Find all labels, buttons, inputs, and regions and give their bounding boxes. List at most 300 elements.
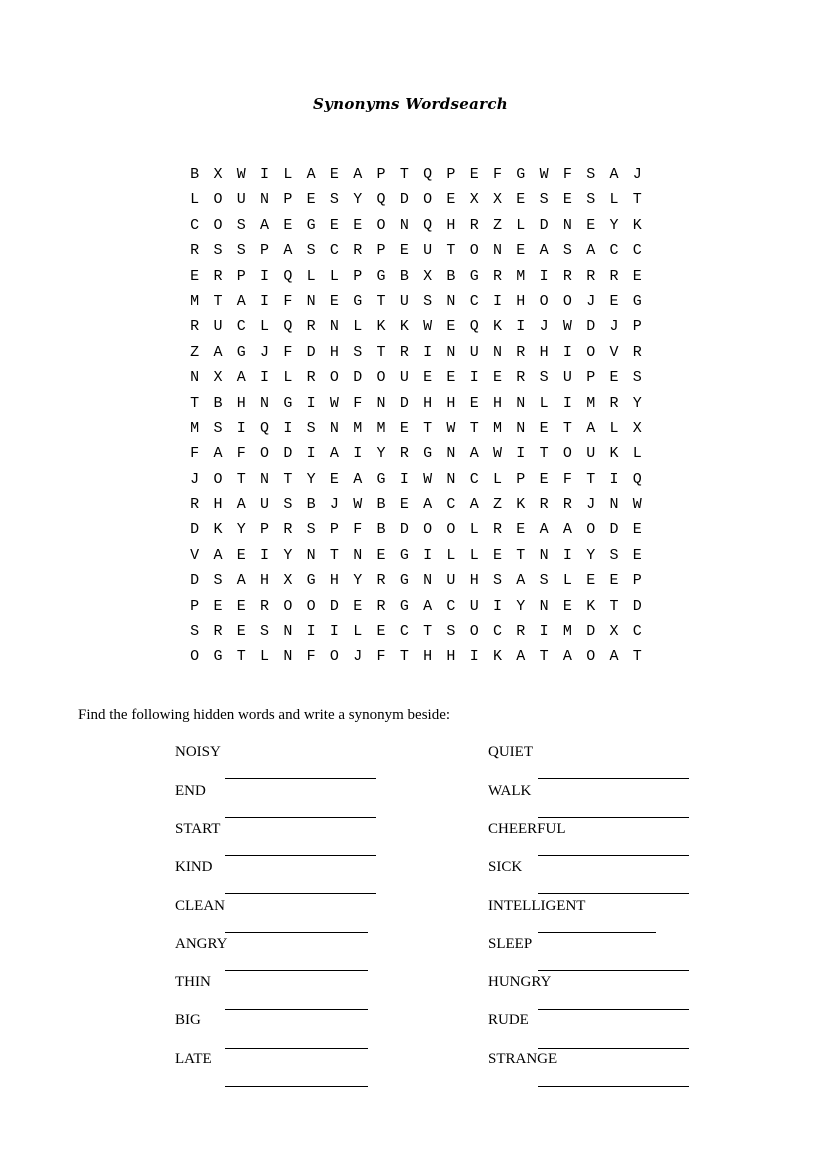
grid-letter: K	[493, 648, 503, 666]
grid-letter: Q	[423, 216, 433, 234]
grid-letter: N	[516, 394, 526, 412]
grid-letter: N	[562, 216, 572, 234]
grid-letter: R	[213, 267, 223, 285]
grid-letter: G	[399, 597, 409, 615]
grid-letter: X	[609, 623, 619, 641]
grid-letter: I	[236, 419, 246, 437]
grid-letter: R	[469, 216, 479, 234]
grid-letter: G	[213, 648, 223, 666]
grid-letter: K	[632, 216, 642, 234]
grid-letter: O	[283, 597, 293, 615]
grid-letter: P	[586, 369, 596, 387]
grid-letter: L	[632, 445, 642, 463]
grid-letter: E	[586, 216, 596, 234]
grid-letter: T	[469, 419, 479, 437]
grid-letter: I	[283, 419, 293, 437]
grid-letter: R	[586, 267, 596, 285]
grid-letter: Q	[632, 470, 642, 488]
grid-letter: P	[376, 242, 386, 260]
grid-letter: S	[446, 623, 456, 641]
grid-letter: I	[306, 445, 316, 463]
answer-line[interactable]	[225, 817, 376, 818]
answer-line[interactable]	[225, 855, 376, 856]
grid-letter: S	[213, 242, 223, 260]
grid-letter: K	[516, 496, 526, 514]
grid-letter: H	[423, 394, 433, 412]
grid-letter: E	[493, 546, 503, 564]
grid-letter: I	[260, 546, 270, 564]
grid-letter: B	[190, 166, 200, 183]
grid-letter: Y	[306, 470, 316, 488]
grid-letter: F	[562, 166, 572, 183]
grid-letter: N	[260, 470, 270, 488]
answer-line[interactable]	[225, 1048, 368, 1049]
grid-letter: Y	[236, 521, 246, 539]
grid-letter: K	[586, 597, 596, 615]
grid-letter: H	[493, 394, 503, 412]
word-strange: STRANGE	[488, 1051, 558, 1067]
grid-letter: L	[190, 191, 200, 209]
grid-letter: O	[329, 369, 339, 387]
grid-letter: L	[353, 318, 363, 336]
grid-letter: R	[260, 597, 270, 615]
grid-letter: O	[213, 216, 223, 234]
grid-letter: X	[632, 419, 642, 437]
grid-letter: E	[609, 292, 619, 310]
grid-letter: S	[353, 343, 363, 361]
grid-letter: G	[632, 292, 642, 310]
grid-letter: I	[493, 597, 503, 615]
word-noisy: NOISY	[175, 744, 221, 760]
grid-letter: R	[399, 343, 409, 361]
grid-letter: E	[516, 191, 526, 209]
grid-letter: J	[632, 166, 642, 183]
grid-letter: A	[236, 369, 246, 387]
grid-letter: G	[399, 546, 409, 564]
grid-letter: H	[213, 496, 223, 514]
answer-line[interactable]	[538, 1048, 689, 1049]
answer-line[interactable]	[225, 1009, 368, 1010]
grid-letter: B	[376, 521, 386, 539]
grid-letter: N	[260, 394, 270, 412]
grid-letter: T	[190, 394, 200, 412]
grid-letter: F	[236, 445, 246, 463]
grid-letter: C	[632, 242, 642, 260]
grid-letter: E	[586, 572, 596, 590]
grid-letter: D	[632, 597, 642, 615]
grid-letter: U	[399, 292, 409, 310]
grid-letter: T	[423, 623, 433, 641]
grid-letter: I	[260, 166, 270, 183]
grid-letter: L	[260, 318, 270, 336]
grid-letter: L	[306, 267, 316, 285]
grid-letter: H	[469, 572, 479, 590]
grid-letter: E	[329, 216, 339, 234]
grid-letter: I	[469, 648, 479, 666]
grid-letter: N	[446, 343, 456, 361]
grid-letter: A	[283, 242, 293, 260]
grid-letter: A	[516, 572, 526, 590]
grid-letter: E	[539, 419, 549, 437]
grid-letter: O	[586, 648, 596, 666]
grid-letter: G	[353, 292, 363, 310]
grid-letter: E	[236, 623, 246, 641]
grid-letter: N	[609, 496, 619, 514]
answer-line[interactable]	[225, 1086, 368, 1087]
grid-letter: A	[260, 216, 270, 234]
grid-letter: I	[516, 445, 526, 463]
grid-letter: N	[283, 648, 293, 666]
grid-letter: X	[213, 369, 223, 387]
grid-letter: E	[493, 369, 503, 387]
grid-letter: A	[236, 292, 246, 310]
grid-letter: R	[516, 623, 526, 641]
grid-letter: R	[190, 242, 200, 260]
grid-letter: R	[493, 521, 503, 539]
grid-letter: M	[493, 419, 503, 437]
word-start: START	[175, 821, 221, 837]
grid-letter: P	[260, 242, 270, 260]
grid-letter: B	[446, 267, 456, 285]
grid-letter: P	[236, 267, 246, 285]
grid-letter: A	[609, 166, 619, 183]
grid-letter: D	[306, 343, 316, 361]
grid-letter: T	[236, 648, 246, 666]
grid-letter: T	[586, 470, 596, 488]
grid-letter: S	[562, 242, 572, 260]
grid-letter: G	[306, 572, 316, 590]
word-rude: RUDE	[488, 1012, 529, 1028]
grid-letter: J	[586, 496, 596, 514]
grid-letter: S	[586, 191, 596, 209]
grid-letter: I	[562, 546, 572, 564]
grid-letter: S	[306, 521, 316, 539]
grid-letter: E	[376, 546, 386, 564]
grid-letter: F	[376, 648, 386, 666]
grid-letter: I	[562, 343, 572, 361]
grid-letter: D	[539, 216, 549, 234]
grid-letter: I	[539, 267, 549, 285]
grid-letter: E	[446, 369, 456, 387]
grid-letter: S	[236, 242, 246, 260]
grid-letter: P	[283, 191, 293, 209]
grid-letter: E	[632, 267, 642, 285]
grid-letter: G	[306, 216, 316, 234]
grid-letter: I	[306, 623, 316, 641]
grid-letter: I	[329, 623, 339, 641]
grid-letter: S	[213, 419, 223, 437]
grid-letter: R	[306, 369, 316, 387]
grid-letter: A	[353, 166, 363, 183]
grid-letter: A	[423, 496, 433, 514]
grid-letter: R	[213, 623, 223, 641]
grid-letter: P	[376, 166, 386, 183]
grid-letter: Y	[283, 546, 293, 564]
grid-letter: A	[423, 597, 433, 615]
grid-letter: J	[353, 648, 363, 666]
grid-letter: R	[376, 572, 386, 590]
grid-letter: J	[539, 318, 549, 336]
grid-letter: L	[562, 572, 572, 590]
grid-letter: A	[609, 648, 619, 666]
grid-letter: R	[516, 369, 526, 387]
grid-letter: A	[539, 242, 549, 260]
grid-letter: C	[190, 216, 200, 234]
grid-letter: H	[446, 648, 456, 666]
grid-letter: E	[329, 166, 339, 183]
grid-letter: N	[353, 546, 363, 564]
grid-letter: S	[609, 546, 619, 564]
grid-letter: Y	[516, 597, 526, 615]
grid-letter: Q	[469, 318, 479, 336]
grid-letter: I	[516, 318, 526, 336]
answer-line[interactable]	[225, 970, 368, 971]
grid-letter: S	[539, 572, 549, 590]
grid-letter: P	[632, 572, 642, 590]
grid-letter: P	[516, 470, 526, 488]
grid-letter: N	[376, 394, 386, 412]
word-sleep: SLEEP	[488, 936, 533, 952]
grid-letter: A	[469, 496, 479, 514]
grid-letter: H	[329, 572, 339, 590]
grid-letter: N	[446, 292, 456, 310]
word-cheerful: CHEERFUL	[488, 821, 566, 837]
grid-letter: H	[446, 394, 456, 412]
grid-letter: L	[353, 623, 363, 641]
grid-letter: S	[632, 369, 642, 387]
grid-letter: S	[493, 572, 503, 590]
grid-letter: P	[446, 166, 456, 183]
grid-letter: B	[399, 267, 409, 285]
grid-letter: W	[423, 470, 433, 488]
grid-letter: Q	[283, 318, 293, 336]
grid-letter: R	[190, 496, 200, 514]
wordsearch-grid	[183, 162, 649, 670]
grid-letter: E	[399, 419, 409, 437]
answer-line[interactable]	[538, 1009, 689, 1010]
grid-letter: S	[213, 572, 223, 590]
grid-letter: R	[306, 318, 316, 336]
answer-line[interactable]	[538, 778, 689, 779]
grid-letter: U	[423, 242, 433, 260]
grid-letter: G	[469, 267, 479, 285]
answer-line[interactable]	[538, 893, 689, 894]
grid-letter: A	[562, 648, 572, 666]
grid-letter: L	[609, 419, 619, 437]
grid-letter: J	[609, 318, 619, 336]
grid-letter: N	[190, 369, 200, 387]
instructions: Find the following hidden words and write a synonym beside:	[78, 707, 451, 723]
grid-letter: K	[376, 318, 386, 336]
grid-letter: T	[329, 546, 339, 564]
grid-letter: D	[609, 521, 619, 539]
grid-letter: D	[399, 394, 409, 412]
page-title: Synonyms Wordsearch	[313, 95, 508, 113]
answer-line[interactable]	[538, 1086, 689, 1087]
grid-letter: C	[446, 597, 456, 615]
word-quiet: QUIET	[488, 744, 533, 760]
grid-letter: M	[586, 394, 596, 412]
grid-letter: I	[306, 394, 316, 412]
grid-letter: O	[190, 648, 200, 666]
grid-letter: K	[609, 445, 619, 463]
grid-letter: E	[516, 242, 526, 260]
answer-line[interactable]	[225, 932, 368, 933]
grid-letter: G	[283, 394, 293, 412]
grid-letter: A	[539, 521, 549, 539]
grid-letter: O	[446, 521, 456, 539]
answer-line[interactable]	[225, 778, 376, 779]
grid-letter: G	[376, 470, 386, 488]
grid-letter: D	[586, 623, 596, 641]
grid-letter: W	[562, 318, 572, 336]
grid-letter: E	[213, 597, 223, 615]
grid-letter: Y	[353, 572, 363, 590]
grid-letter: E	[306, 191, 316, 209]
grid-letter: L	[446, 546, 456, 564]
grid-letter: E	[329, 470, 339, 488]
grid-letter: G	[376, 267, 386, 285]
grid-letter: D	[353, 369, 363, 387]
grid-letter: L	[329, 267, 339, 285]
grid-letter: E	[562, 191, 572, 209]
grid-letter: O	[423, 521, 433, 539]
grid-letter: E	[353, 597, 363, 615]
grid-letter: W	[353, 496, 363, 514]
word-clean: CLEAN	[175, 898, 225, 914]
grid-letter: I	[260, 369, 270, 387]
grid-letter: E	[329, 292, 339, 310]
answer-line[interactable]	[538, 932, 656, 933]
grid-letter: N	[329, 318, 339, 336]
grid-letter: D	[329, 597, 339, 615]
grid-letter: B	[376, 496, 386, 514]
grid-letter: U	[586, 445, 596, 463]
grid-letter: F	[353, 394, 363, 412]
grid-letter: R	[562, 267, 572, 285]
grid-letter: I	[539, 623, 549, 641]
answer-line[interactable]	[538, 970, 689, 971]
word-kind: KIND	[175, 859, 213, 875]
grid-letter: E	[236, 597, 246, 615]
grid-letter: D	[399, 521, 409, 539]
grid-letter: A	[213, 343, 223, 361]
grid-letter: K	[213, 521, 223, 539]
grid-letter: I	[469, 369, 479, 387]
grid-letter: A	[353, 470, 363, 488]
grid-letter: W	[632, 496, 642, 514]
word-sick: SICK	[488, 859, 523, 875]
grid-letter: I	[260, 292, 270, 310]
grid-letter: G	[399, 572, 409, 590]
grid-letter: X	[493, 191, 503, 209]
grid-letter: T	[632, 191, 642, 209]
grid-letter: K	[493, 318, 503, 336]
grid-letter: T	[539, 648, 549, 666]
grid-letter: E	[283, 216, 293, 234]
grid-letter: E	[446, 191, 456, 209]
answer-line[interactable]	[538, 817, 689, 818]
grid-letter: S	[423, 292, 433, 310]
grid-letter: P	[353, 267, 363, 285]
grid-letter: X	[469, 191, 479, 209]
grid-letter: O	[469, 242, 479, 260]
grid-letter: E	[423, 369, 433, 387]
grid-letter: O	[213, 191, 223, 209]
grid-letter: E	[190, 267, 200, 285]
grid-letter: Q	[423, 166, 433, 183]
grid-letter: R	[562, 496, 572, 514]
grid-letter: N	[539, 597, 549, 615]
grid-letter: C	[399, 623, 409, 641]
grid-letter: O	[423, 191, 433, 209]
grid-letter: O	[213, 470, 223, 488]
grid-letter: A	[329, 445, 339, 463]
grid-letter: W	[539, 166, 549, 183]
grid-letter: L	[260, 648, 270, 666]
word-big: BIG	[175, 1012, 201, 1028]
grid-letter: J	[586, 292, 596, 310]
grid-letter: A	[516, 648, 526, 666]
grid-letter: M	[353, 419, 363, 437]
word-intelligent: INTELLIGENT	[488, 898, 586, 914]
grid-letter: T	[516, 546, 526, 564]
grid-letter: S	[283, 496, 293, 514]
grid-letter: E	[609, 572, 619, 590]
grid-letter: R	[353, 242, 363, 260]
grid-letter: G	[423, 445, 433, 463]
grid-letter: W	[423, 318, 433, 336]
grid-letter: U	[446, 572, 456, 590]
grid-letter: L	[609, 191, 619, 209]
grid-letter: T	[376, 343, 386, 361]
word-hungry: HUNGRY	[488, 974, 552, 990]
grid-letter: S	[539, 369, 549, 387]
grid-letter: T	[213, 292, 223, 310]
grid-letter: L	[283, 166, 293, 183]
grid-letter: X	[423, 267, 433, 285]
grid-letter: A	[586, 419, 596, 437]
grid-letter: J	[329, 496, 339, 514]
grid-letter: A	[213, 445, 223, 463]
grid-letter: F	[562, 470, 572, 488]
answer-line[interactable]	[225, 893, 376, 894]
grid-letter: O	[562, 292, 572, 310]
grid-letter: A	[306, 166, 316, 183]
grid-letter: I	[353, 445, 363, 463]
grid-letter: I	[260, 267, 270, 285]
grid-letter: D	[586, 318, 596, 336]
grid-letter: E	[539, 470, 549, 488]
grid-letter: E	[399, 496, 409, 514]
grid-letter: T	[609, 597, 619, 615]
grid-letter: T	[376, 292, 386, 310]
grid-letter: R	[283, 521, 293, 539]
answer-line[interactable]	[538, 855, 689, 856]
grid-letter: Q	[260, 419, 270, 437]
grid-letter: S	[236, 216, 246, 234]
grid-letter: F	[353, 521, 363, 539]
grid-letter: F	[306, 648, 316, 666]
grid-letter: T	[562, 419, 572, 437]
grid-letter: J	[260, 343, 270, 361]
grid-letter: A	[562, 521, 572, 539]
grid-letter: W	[329, 394, 339, 412]
grid-letter: C	[236, 318, 246, 336]
grid-letter: U	[236, 191, 246, 209]
word-thin: THIN	[175, 974, 211, 990]
grid-letter: F	[283, 343, 293, 361]
